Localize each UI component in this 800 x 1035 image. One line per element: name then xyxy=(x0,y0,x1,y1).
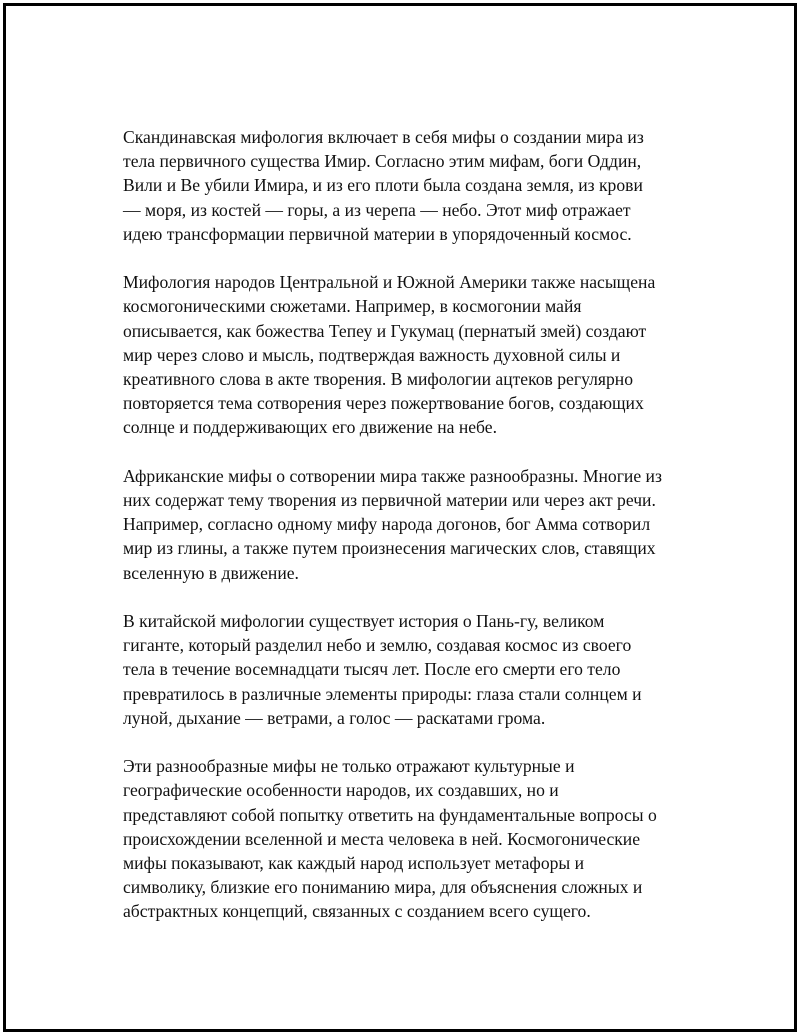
paragraph-conclusion xyxy=(123,754,698,923)
text-line: Скандинавская мифология включает в себя мифы о создании мира из xyxy=(123,127,644,147)
text-line: гиганте, который разделил небо и землю, создавая космос из своего xyxy=(123,635,632,656)
document-body xyxy=(123,125,698,924)
text-line: мифы показывают, как каждый народ использует метафоры и xyxy=(123,853,585,874)
text-line: космогоническими сюжетами. Например, в космогонии майя xyxy=(123,296,582,317)
text-line: Африканские мифы о сотворении мира также разнообразны. Многие из xyxy=(123,465,662,486)
text-line: тела в течение восемнадцати тысяч лет. После его смерти его тело xyxy=(123,659,621,680)
text-line: представляют собой попытку ответить на фундаментальные вопросы о xyxy=(123,804,657,825)
text-line: происхождении вселенной и места человека в ней. Космогонические xyxy=(123,828,641,849)
text-line: мир из глины, а также путем произнесения магических слов, ставящих xyxy=(123,538,656,559)
text-line: В китайской мифологии существует история о Пань-гу, великом xyxy=(123,611,605,632)
text-line: Вили и Ве убили Имира, и из его плоти была создана земля, из крови xyxy=(123,175,643,196)
paragraph-mesoamerican xyxy=(123,270,698,439)
text-line: Эти разнообразные мифы не только отражают культурные и xyxy=(123,756,575,777)
paragraph-chinese xyxy=(123,609,698,730)
document-page xyxy=(3,3,797,1032)
text-line: вселенную в движение. xyxy=(123,562,299,583)
text-line: Например, согласно одному мифу народа догонов, бог Амма сотворил xyxy=(123,514,651,535)
text-line: мир через слово и мысль, подтверждая важность духовной силы и xyxy=(123,344,621,365)
paragraph-scandinavian xyxy=(123,125,698,246)
text-line: повторяется тема сотворения через пожертвование богов, создающих xyxy=(123,393,644,414)
paragraph-african xyxy=(123,464,698,585)
text-line: описывается, как божества Тепеу и Гукумац (пернатый змей) создают xyxy=(123,320,647,341)
text-line: луной, дыхание — ветрами, а голос — раскатами грома. xyxy=(123,707,546,728)
text-line: них содержат тему творения из первичной материи или через акт речи. xyxy=(123,490,656,511)
text-line: Мифология народов Центральной и Южной Америки также насыщена xyxy=(123,272,656,293)
text-line: идею трансформации первичной материи в упорядоченный космос. xyxy=(123,223,632,244)
text-line: тела первичного существа Имир. Согласно этим мифам, боги Оддин, xyxy=(123,151,642,172)
text-line: символику, близкие его пониманию мира, для объяснения сложных и xyxy=(123,877,643,898)
text-line: географические особенности народов, их создавших, но и xyxy=(123,780,559,801)
text-line: — моря, из костей — горы, а из черепа — небо. Этот миф отражает xyxy=(123,199,631,220)
text-line: креативного слова в акте творения. В мифологии ацтеков регулярно xyxy=(123,369,633,390)
text-line: солнце и поддерживающих его движение на небе. xyxy=(123,417,497,438)
text-line: превратилось в различные элементы природы: глаза стали солнцем и xyxy=(123,683,642,704)
text-line: абстрактных концепций, связанных с созданием всего сущего. xyxy=(123,901,591,922)
